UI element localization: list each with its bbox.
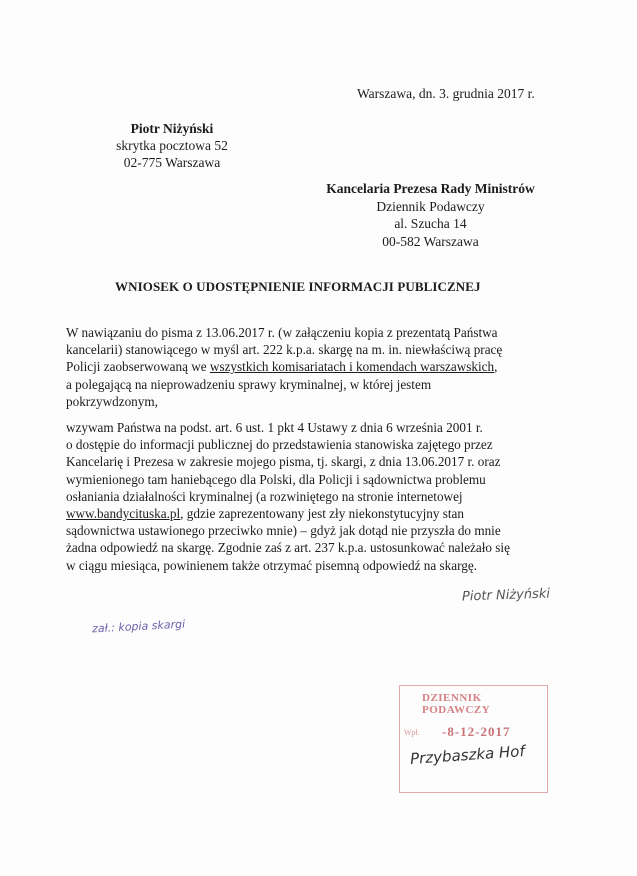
receipt-stamp [399,685,548,793]
p2-line [66,505,510,522]
recipient-city: 00-582 Warszawa [382,233,479,249]
sender-po-box: skrytka pocztowa 52 [116,138,228,153]
stamp-received-label: Wpł. [404,728,420,737]
p2-line: wzywam Państwa na podst. art. 6 ust. 1 pkt 4 Ustawy z dnia 6 września 2001 r. [66,420,483,435]
p2-text: , gdzie zaprezentowany jest zły niekonstytucyjny stan [180,506,464,522]
p2-line: wymienionego tam haniebącego dla Polski, dla Policji i sądownictwa problemu [66,471,486,487]
recipient-street: al. Szucha 14 [394,216,467,231]
recipient-block [318,180,543,250]
p1-text: , [494,359,498,375]
enclosure-note: zał.: kopia skargi [91,617,186,636]
stamp-signature: Przybaszka Hof [409,742,526,768]
p2-line: o dostępie do informacji publicznej do przedstawienia stanowiska zajętego przez [66,437,493,453]
p2-line: osłaniania działalności kryminalnej (a rozwiniętego na stronie internetowej [66,488,463,504]
recipient-name: Kancelaria Prezesa Rady Ministrów [326,181,535,196]
date-line: Warszawa, dn. 3. grudnia 2017 r. [357,86,535,101]
document-title: WNIOSEK O UDOSTĘPNIENIE INFORMACJI PUBLICZNEJ [115,279,481,294]
p1-text: Policji zaobserwowaną we [66,359,210,375]
p2-line: sądownictwa ustawionego przeciwko mnie) – gdyż jak dotąd nie przyszła do mnie [66,523,501,539]
paragraph-1 [66,324,502,410]
p1-line [66,358,502,375]
p1-line: kancelarii) stanowiącego w myśl art. 222 k.p.a. skargę na m. in. niewłaściwą pracę [66,342,503,358]
p2-line: żadna odpowiedź na skargę. Zgodnie zaś z art. 237 k.p.a. ustosunkować należało się [66,540,510,556]
p2-line: Kancelarię i Prezesa w zakresie mojego pisma, tj. skargi, z dnia 13.06.2017 r. oraz [66,454,501,470]
paragraph-2 [66,419,510,574]
sender-block [112,120,232,171]
sender-name: Piotr Niżyński [130,121,214,136]
website-link[interactable]: www.bandycituska.pl [66,506,181,522]
p1-line: pokrzywdzonym, [66,393,158,409]
sender-city: 02-775 Warszawa [123,155,221,170]
underlined-phrase: wszystkich komisariatach i komendach warszawskich [209,359,495,375]
p2-line: w ciągu miesiąca, powinienem także otrzymać pisemną odpowiedź na skargę. [66,557,477,573]
p1-line: W nawiązaniu do pisma z 13.06.2017 r. (w załączeniu kopia z prezentatą Państwa [66,325,498,340]
stamp-date: -8-12-2017 [442,724,511,739]
p1-line: a polegającą na nieprowadzeniu sprawy kryminalnej, w której jestem [66,376,432,392]
handwritten-signature: Piotr Niżyński [461,586,551,605]
recipient-office: Dziennik Podawczy [376,198,485,214]
stamp-title: DZIENNIK PODAWCZY [422,692,491,716]
